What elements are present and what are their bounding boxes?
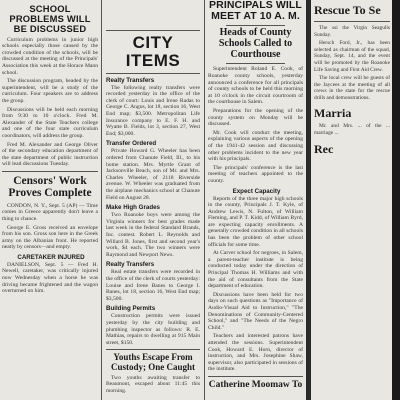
article-paragraph: Preparations for the opening of the county system on Monday will be discussed. — [208, 107, 303, 128]
article-paragraph: The discussion program, headed by the superintendent, will be a study of the curriculum. Four speakers are to address the group. — [2, 78, 98, 104]
divider — [226, 63, 285, 64]
column-rule — [204, 0, 205, 400]
section-subhead: Realty Transfers — [106, 76, 155, 84]
article-paragraph: Curriculum problems in junior high schools especially those caused by the crowded condition of the schools, will be discussed at the meeting of the Principals' Association this week at the Horace Mann school. — [2, 36, 98, 76]
section-text: Private Howard G. Wheeler has been ordered from Chanute Field, Ill., to his home station. Mrs. Myrtle Grant of Jacksonville Beach, son of Mr. and Mrs. Charles Wheeler, of 2118 Riverside avenue. W. Wheeler was graduated from the airplane mechanics school at Chanute Field on August 28. — [106, 148, 200, 201]
headline-rec: Rec — [314, 141, 334, 156]
section-subhead: Building Permits — [106, 305, 156, 313]
divider — [106, 349, 200, 350]
divider — [106, 73, 200, 74]
scan-edge-shadow — [392, 0, 400, 400]
headline-school-problems: SCHOOL PROBLEMS WILL BE DISCUSSED — [9, 3, 91, 34]
subhead-caretaker-injured: CARETAKER INJURED — [17, 253, 85, 261]
article-paragraph: Reports of the three major high schools in the county, Principals J. T. Kyle, of Andrew Lewis, N. Fulton, of William Fleming, and P. T. Kidd, of William Byrd, are expecting capacity enrollments. A generally crowded condition in all schools has been the problem of other school officials for some time. — [208, 195, 303, 248]
divider — [106, 30, 200, 31]
column-principals-meet — [206, 0, 305, 400]
section-subhead: Make High Grades — [106, 204, 160, 212]
divider — [226, 25, 285, 26]
column-rule — [101, 0, 102, 400]
headline-city-items: CITY ITEMS — [125, 33, 181, 70]
article-paragraph: Teachers and interested patrons have attended the sessions. Superintendent Cook, Howard E. Horn, director of instruction, and Mrs. Josephine Shaw, supervisor, also participated in sessions of the institute. — [208, 333, 303, 373]
headline-catherine-moomaw: Catherine Moomaw To — [208, 379, 303, 390]
column-school-problems — [0, 0, 100, 400]
article-paragraph: CONDON, N. Y., Sept. 5 (AP) — Time comes in Greece apparently don't leave a thing to chance. — [2, 202, 98, 222]
scan-edge-shadow — [306, 0, 311, 400]
article-paragraph: Discussions have been held for two days on such questions as "Importance of Audio-Visual Aid to Instruction," "The Denominations of Community-Centered School," and "The Needs of the Negro Child." — [208, 291, 303, 331]
article-paragraph: George E. Gross received an envelope from his son. Gross son here in the Greek army on the Albanian front. He reported neatly by censors—and empty. — [2, 224, 98, 251]
article-paragraph: Mr. Cook will conduct the meeting, explaining various aspects of the opening of the 1941-42 session and discussing other problems incident to the new year with his principals. — [208, 129, 303, 163]
article-paragraph: At Carver school for negroes, in Salem, a parent-teacher institute is being conducted today under the direction of Principal Thomas H. Williams and with the aid of consultants from the State department of education. — [208, 250, 303, 290]
section-subhead: Realty Transfers — [106, 261, 155, 269]
section-text: Construction permits were issued yesterday by the city building and plumbing inspector as follows: R. E. Mathias, repairs to dwelling at 915 Main street, $150. — [106, 313, 200, 346]
article-paragraph: Two youths awaiting transfer to Beaumont, escaped about 11:45 this morning. — [106, 374, 200, 394]
column-city-items — [104, 0, 202, 400]
section-text: Two Roanoke boys were among the Virginia winners for best grades made last week in the federal Standard Brands, Inc. contest. Robert L. Reynolds and Willard B. Jones, first and second year's work, $4 each. The two winners were Raymond and Newport News. — [106, 212, 200, 258]
headline-marriage: Marria — [314, 106, 352, 121]
article-paragraph: The ssi the Virgin Seagulls Sunday. — [314, 24, 390, 38]
section-text: Real estate transfers were recorded in the office of the clerk of courts yesterday: Louise and Irene Banes to George I. Banes, lot 18, section 16, West End map; $3,500. — [106, 269, 200, 302]
subhead-expect-capacity: Expect Capacity — [232, 187, 281, 195]
headline-youths-escape: Youths Escape From Custody; One Caught — [110, 352, 195, 372]
headline-censors-work: Censors' Work Proves Complete — [8, 174, 92, 200]
article-paragraph: Hersch Ford, Jr., has been selected as chairman of the squad, Sunday, Sept. 14, and the event will be promoted by the Roanoke Life Saving and First Aid Crew. — [314, 40, 390, 73]
divider — [208, 376, 303, 377]
article-paragraph: The principals' conference is the last meeting of teachers appointed to the county. — [208, 164, 303, 184]
article-paragraph: The local crew will be guests of the Jaycees at the meeting of all crews in the state for the rescue drills and demonstrations. — [314, 75, 390, 101]
article-paragraph: Discussions will be held each morning from 9:30 to 10 o'clock. Fred M. Alexander of the State Teachers college and one of the four state curriculum coordinators, will address the group. — [2, 106, 98, 139]
column-rescue-squad — [312, 0, 392, 400]
article-paragraph: Mr. and Mrs. ... of the ... marriage ... — [314, 123, 390, 137]
headline-principals-will-meet: PRINCIPALS WILL MEET AT 10 A. M. — [209, 0, 302, 23]
section-text: The following realty transfers were recorded yesterday in the office of the clerk of court: Louis and Irene Radas to George C. Angus, lot 18, section 16, West End map; $3,500. Metropolitan Life Insurance company to E. F. H. and Wyatte B. Fields, lot 3, section 27, West End; $3,000. — [106, 84, 200, 137]
headline-heads-of-county-schools: Heads of County Schools Called to Courthouse — [218, 27, 293, 60]
article-paragraph: Fred M. Alexander and George Oliver of the secondary education department of the state department of public instruction will lead discussions Tuesday. — [2, 141, 98, 168]
headline-rescue: Rescue To Se — [314, 3, 381, 17]
article-paragraph: DANIELSON, Sept. 5 — Fred H. Newell, caretaker, was critically injured now Wednesday when a horse he was driving became frightened and the wagon overturned on him. — [2, 261, 98, 295]
divider — [314, 21, 390, 22]
article-paragraph: Superintendent Roland E. Cook, of Roanoke county schools, yesterday announced a conference for all principals of county schools to be held this morning at 10 o'clock in the circuit courtroom of the courthouse in Salem. — [208, 66, 303, 106]
section-subhead: Transfer Ordered — [106, 140, 157, 148]
divider — [2, 171, 98, 172]
